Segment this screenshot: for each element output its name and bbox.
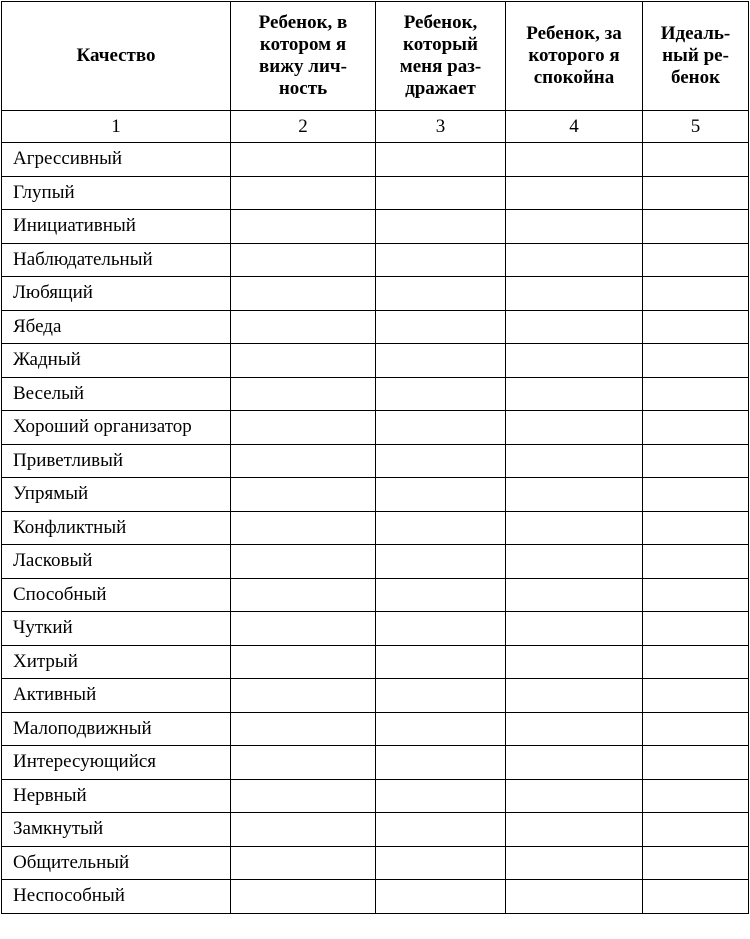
answer-cell[interactable] — [231, 578, 376, 612]
quality-label: Жадный — [2, 344, 231, 378]
quality-label: Глупый — [2, 176, 231, 210]
answer-cell[interactable] — [506, 511, 643, 545]
table-row — [2, 813, 749, 847]
table-row — [2, 444, 749, 478]
table-row — [2, 478, 749, 512]
answer-cell[interactable] — [231, 746, 376, 780]
quality-label: Наблюдательный — [2, 243, 231, 277]
table-row — [2, 578, 749, 612]
table-body — [2, 143, 749, 914]
answer-cell[interactable] — [376, 210, 506, 244]
answer-cell[interactable] — [231, 310, 376, 344]
quality-label: Ябеда — [2, 310, 231, 344]
quality-label: Общительный — [2, 846, 231, 880]
table-row — [2, 176, 749, 210]
answer-cell[interactable] — [231, 176, 376, 210]
qualities-table — [1, 1, 749, 914]
answer-cell[interactable] — [376, 176, 506, 210]
header-quality: Качество — [2, 2, 231, 111]
table-row — [2, 880, 749, 914]
answer-cell[interactable] — [231, 779, 376, 813]
quality-label: Интересующийся — [2, 746, 231, 780]
quality-label: Агрессивный — [2, 143, 231, 177]
answer-cell[interactable] — [376, 746, 506, 780]
answer-cell[interactable] — [506, 243, 643, 277]
answer-cell[interactable] — [643, 243, 749, 277]
answer-cell[interactable] — [376, 511, 506, 545]
answer-cell[interactable] — [506, 612, 643, 646]
answer-cell[interactable] — [643, 377, 749, 411]
answer-cell[interactable] — [376, 846, 506, 880]
answer-cell[interactable] — [506, 377, 643, 411]
answer-cell[interactable] — [506, 578, 643, 612]
table-row — [2, 846, 749, 880]
answer-cell[interactable] — [506, 176, 643, 210]
answer-cell[interactable] — [231, 846, 376, 880]
answer-cell[interactable] — [506, 210, 643, 244]
quality-label: Хороший организатор — [2, 411, 231, 445]
answer-cell[interactable] — [506, 478, 643, 512]
quality-label: Ласковый — [2, 545, 231, 579]
table-row — [2, 511, 749, 545]
answer-cell[interactable] — [231, 511, 376, 545]
header-child-irritates: Ребенок, который меня раз- дражает — [376, 2, 506, 111]
answer-cell[interactable] — [231, 545, 376, 579]
table-row — [2, 746, 749, 780]
answer-cell[interactable] — [506, 310, 643, 344]
answer-cell[interactable] — [506, 344, 643, 378]
column-number: 2 — [231, 111, 376, 143]
answer-cell[interactable] — [643, 645, 749, 679]
answer-cell[interactable] — [506, 813, 643, 847]
answer-cell[interactable] — [376, 545, 506, 579]
answer-cell[interactable] — [231, 344, 376, 378]
header-row — [2, 2, 749, 111]
answer-cell[interactable] — [643, 277, 749, 311]
answer-cell[interactable] — [643, 746, 749, 780]
answer-cell[interactable] — [376, 612, 506, 646]
column-number: 5 — [643, 111, 749, 143]
table-row — [2, 679, 749, 713]
quality-label: Любящий — [2, 277, 231, 311]
answer-cell[interactable] — [643, 612, 749, 646]
answer-cell[interactable] — [376, 344, 506, 378]
answer-cell[interactable] — [643, 143, 749, 177]
table-row — [2, 344, 749, 378]
header-child-personality: Ребенок, в котором я вижу лич- ность — [231, 2, 376, 111]
answer-cell[interactable] — [376, 813, 506, 847]
table-row — [2, 210, 749, 244]
table-row — [2, 243, 749, 277]
table-row — [2, 779, 749, 813]
answer-cell[interactable] — [643, 813, 749, 847]
quality-label: Хитрый — [2, 645, 231, 679]
answer-cell[interactable] — [506, 679, 643, 713]
answer-cell[interactable] — [643, 210, 749, 244]
quality-label: Способный — [2, 578, 231, 612]
answer-cell[interactable] — [231, 377, 376, 411]
quality-label: Нервный — [2, 779, 231, 813]
quality-label: Конфликтный — [2, 511, 231, 545]
answer-cell[interactable] — [231, 444, 376, 478]
quality-label: Активный — [2, 679, 231, 713]
answer-cell[interactable] — [376, 411, 506, 445]
header-ideal-child: Идеаль- ный ре- бенок — [643, 2, 749, 111]
table-row — [2, 310, 749, 344]
table-row — [2, 545, 749, 579]
answer-cell[interactable] — [643, 880, 749, 914]
quality-label: Неспособный — [2, 880, 231, 914]
answer-cell[interactable] — [231, 679, 376, 713]
table-row — [2, 377, 749, 411]
table-row — [2, 143, 749, 177]
answer-cell[interactable] — [376, 712, 506, 746]
quality-label: Веселый — [2, 377, 231, 411]
quality-label: Приветливый — [2, 444, 231, 478]
quality-label: Чуткий — [2, 612, 231, 646]
answer-cell[interactable] — [376, 645, 506, 679]
answer-cell[interactable] — [231, 478, 376, 512]
answer-cell[interactable] — [231, 880, 376, 914]
answer-cell[interactable] — [231, 645, 376, 679]
answer-cell[interactable] — [506, 411, 643, 445]
column-number: 1 — [2, 111, 231, 143]
table-row — [2, 645, 749, 679]
quality-label: Малоподвижный — [2, 712, 231, 746]
quality-label: Упрямый — [2, 478, 231, 512]
table-row — [2, 277, 749, 311]
answer-cell[interactable] — [231, 210, 376, 244]
answer-cell[interactable] — [376, 478, 506, 512]
answer-cell[interactable] — [506, 645, 643, 679]
table-row — [2, 612, 749, 646]
answer-cell[interactable] — [376, 779, 506, 813]
answer-cell[interactable] — [506, 880, 643, 914]
answer-cell[interactable] — [506, 444, 643, 478]
quality-label: Инициативный — [2, 210, 231, 244]
answer-cell[interactable] — [506, 277, 643, 311]
answer-cell[interactable] — [506, 846, 643, 880]
answer-cell[interactable] — [376, 444, 506, 478]
column-number: 3 — [376, 111, 506, 143]
answer-cell[interactable] — [376, 578, 506, 612]
answer-cell[interactable] — [643, 344, 749, 378]
answer-cell[interactable] — [643, 578, 749, 612]
answer-cell[interactable] — [376, 143, 506, 177]
column-number-row — [2, 111, 749, 143]
answer-cell[interactable] — [376, 880, 506, 914]
answer-cell[interactable] — [643, 712, 749, 746]
answer-cell[interactable] — [376, 277, 506, 311]
header-child-calm: Ребенок, за которого я спокойна — [506, 2, 643, 111]
answer-cell[interactable] — [643, 444, 749, 478]
answer-cell[interactable] — [376, 377, 506, 411]
answer-cell[interactable] — [643, 545, 749, 579]
answer-cell[interactable] — [231, 411, 376, 445]
answer-cell[interactable] — [376, 243, 506, 277]
answer-cell[interactable] — [643, 176, 749, 210]
answer-cell[interactable] — [376, 679, 506, 713]
answer-cell[interactable] — [643, 846, 749, 880]
table-row — [2, 712, 749, 746]
answer-cell[interactable] — [231, 143, 376, 177]
quality-label: Замкнутый — [2, 813, 231, 847]
answer-cell[interactable] — [643, 310, 749, 344]
answer-cell[interactable] — [506, 143, 643, 177]
answer-cell[interactable] — [506, 545, 643, 579]
answer-cell[interactable] — [506, 779, 643, 813]
column-number: 4 — [506, 111, 643, 143]
answer-cell[interactable] — [231, 277, 376, 311]
answer-cell[interactable] — [643, 679, 749, 713]
answer-cell[interactable] — [231, 612, 376, 646]
answer-cell[interactable] — [506, 712, 643, 746]
answer-cell[interactable] — [376, 310, 506, 344]
answer-cell[interactable] — [506, 746, 643, 780]
table-row — [2, 411, 749, 445]
answer-cell[interactable] — [231, 712, 376, 746]
answer-cell[interactable] — [231, 243, 376, 277]
answer-cell[interactable] — [643, 411, 749, 445]
answer-cell[interactable] — [643, 779, 749, 813]
answer-cell[interactable] — [643, 478, 749, 512]
answer-cell[interactable] — [231, 813, 376, 847]
answer-cell[interactable] — [643, 511, 749, 545]
